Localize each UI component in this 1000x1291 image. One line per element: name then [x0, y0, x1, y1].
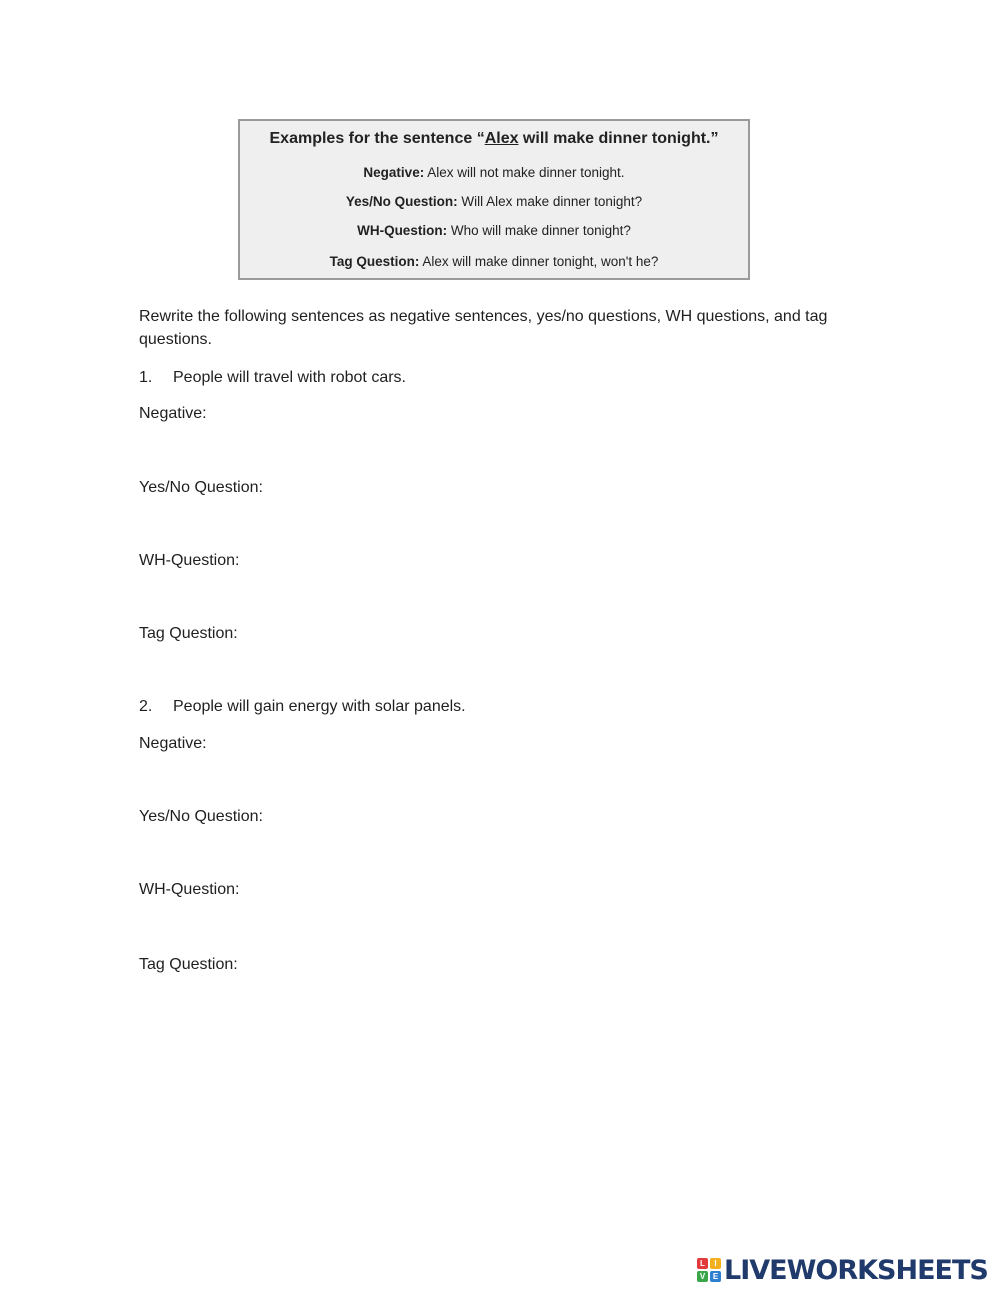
instructions: Rewrite the following sentences as negative sentences, yes/no questions, WH questions, and tag questions. [139, 308, 828, 348]
item-1-tag-label: Tag Question: [139, 625, 238, 642]
example-title-subject: Alex [484, 130, 519, 147]
item-2-number: 2. [139, 698, 153, 715]
example-negative-label: Negative: [363, 165, 425, 180]
example-yes-no [240, 194, 748, 209]
logo-mark-v: V [697, 1271, 708, 1282]
item-2-wh-label: WH-Question: [139, 881, 240, 898]
example-negative [240, 165, 748, 180]
item-2-tag-label: Tag Question: [139, 956, 238, 973]
example-tag-label: Tag Question: [329, 254, 420, 269]
item-1 [139, 366, 406, 389]
logo-mark-l: L [697, 1258, 708, 1269]
item-1-number: 1. [139, 369, 153, 386]
item-1-yes-no-label: Yes/No Question: [139, 479, 263, 496]
example-tag-text: Alex will make dinner tonight, won't he? [419, 254, 659, 269]
example-wh-text: Who will make dinner tonight? [447, 223, 631, 238]
example-title-prefix: Examples for the sentence “ [269, 130, 485, 147]
logo-mark-e: E [710, 1271, 721, 1282]
logo-mark-icon [697, 1258, 721, 1282]
item-2-negative-label: Negative: [139, 735, 207, 752]
example-title [240, 130, 748, 148]
example-wh-label: WH-Question: [357, 223, 448, 238]
item-1-wh-label: WH-Question: [139, 552, 240, 569]
example-yes-no-text: Will Alex make dinner tonight? [457, 194, 643, 209]
logo-text: LIVEWORKSHEETS [724, 1254, 988, 1286]
example-box [238, 119, 750, 280]
item-2-yes-no-label: Yes/No Question: [139, 808, 263, 825]
item-1-negative-label: Negative: [139, 405, 207, 422]
example-tag [240, 254, 748, 269]
item-2-sentence: People will gain energy with solar panels. [173, 698, 466, 715]
example-wh [240, 223, 748, 238]
logo-mark-i: I [710, 1258, 721, 1269]
item-2 [139, 695, 466, 718]
example-title-suffix: will make dinner tonight.” [518, 130, 719, 147]
example-negative-text: Alex will not make dinner tonight. [424, 165, 625, 180]
item-1-sentence: People will travel with robot cars. [173, 369, 406, 386]
liveworksheets-logo [697, 1256, 988, 1284]
example-yes-no-label: Yes/No Question: [345, 194, 458, 209]
